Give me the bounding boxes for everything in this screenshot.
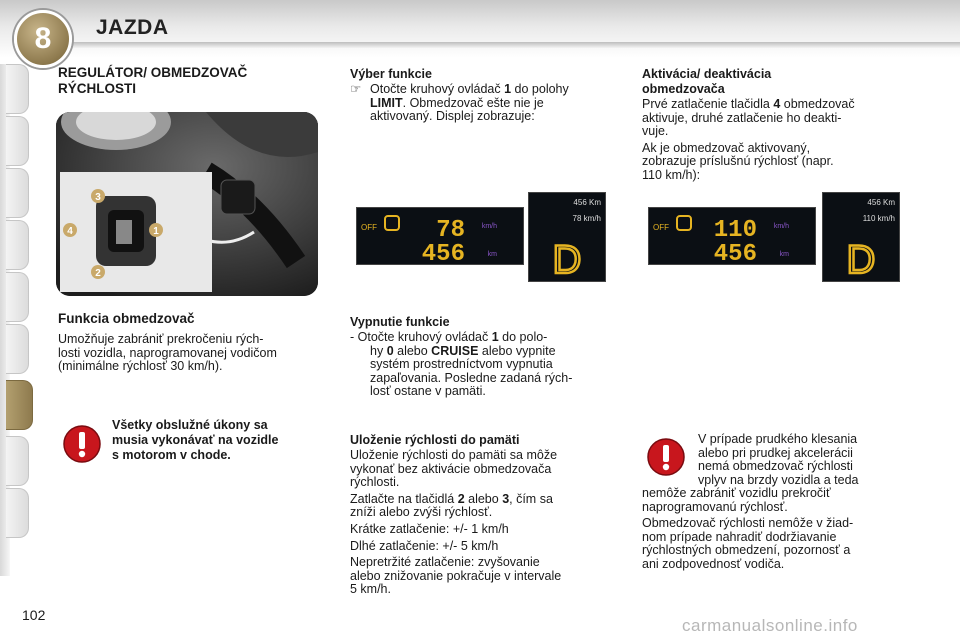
warning-brakes-text [698,433,904,487]
display-speed: 78 [436,217,465,244]
chapter-tab-active[interactable] [6,380,33,430]
text-run: obmedzovač [780,97,855,111]
text-line: V prípade prudkého klesania [698,432,858,446]
steering-stalk-photo [56,112,318,296]
text-line: (minimálne rýchlosť 30 km/h). [58,359,223,374]
display-unit-odometer: km [779,251,789,258]
display-odometer: 456 [421,241,465,264]
text-line: musia vykonávať na vozidle [112,433,279,447]
gear-indicator: D [846,238,876,281]
chapter-title: JAZDA [96,16,169,39]
text-line: vykonať bez aktivácie obmedzovača [350,461,552,476]
chapter-tab[interactable] [6,272,29,322]
section-title-line: REGULÁTOR/ OBMEDZOVAČ [58,65,248,80]
section-title-line: RÝCHLOSTI [58,81,137,96]
text-run: do polohy [511,82,569,96]
chapter-tabs [0,64,32,576]
text-line: alebo pri prudkej akcelerácii [698,445,853,460]
activation-heading [642,67,771,97]
text-run: 0 [386,343,394,358]
text-line: Uloženie rýchlosti do pamäti sa môže [350,448,558,462]
text-line: rýchlostných obmedzení, pozornosť a [642,543,851,558]
display-off: OFF [653,223,669,232]
stalk-label: 3 [95,192,101,203]
watermark: carmanualsonline.info [682,616,858,635]
activation-text [642,98,904,183]
chapter-tab[interactable] [6,220,29,270]
text-line: naprogramovanú rýchlosť. [642,499,788,514]
text-line: zapaľovania. Posledne zadaná rých- [370,370,573,385]
trip-speed: 110 km/h [862,214,895,223]
warning-text [112,418,320,463]
text-run: 4 [773,97,781,111]
text-line: Všetky obslužné úkony sa [112,418,268,432]
text-line: zobrazuje príslušnú rýchlosť (napr. [642,154,834,169]
text-run: , čím sa [509,491,553,506]
header-rule [60,42,960,48]
memory-text [350,449,612,597]
warning-continued-text [642,487,904,572]
text-line: Ak je obmedzovač aktivovaný, [642,140,811,155]
select-heading: Výber funkcie [350,67,432,81]
text-run: alebo [393,343,432,358]
text-line: Obmedzovač rýchlosti nemôže v žiad- [642,516,854,531]
text-line: nemôže zabrániť vozidlu prekročiť [642,486,831,500]
chapter-tab[interactable] [6,436,29,486]
stalk-label: 1 [153,226,159,237]
chapter-tab[interactable] [6,488,29,538]
chapter-tab[interactable] [6,324,29,374]
text-line: aktivuje, druhé zatlačenie ho deakti- [642,110,842,125]
text-run: Otočte kruhový ovládač [370,82,505,96]
text-run: Prvé zatlačenie tlačidla [642,97,774,111]
text-run: do polo- [498,330,548,344]
text-run: 3 [502,491,510,506]
trip-display [528,192,606,282]
stalk-label: 4 [67,226,73,237]
text-run: . Obmedzovač ešte nie je [402,95,544,110]
text-line: nom prípade nahradiť dodržiavanie [642,529,837,544]
instrument-display-active [648,207,816,265]
function-text [58,333,320,374]
warning-icon [62,424,102,464]
text-line: losti vozidla, naprogramovanej vodičom [58,345,277,360]
page-number: 102 [22,607,46,623]
display-speed: 110 [713,217,757,244]
text-run: Zatlačte na tlačidlá [350,491,458,506]
chapter-tab[interactable] [6,64,29,114]
bullet-icon: ☞ [350,82,362,96]
trip-km: 456 Km [867,198,895,207]
display-off: OFF [361,223,377,232]
text-line: losť ostane v pamäti. [370,384,486,399]
text-line: alebo znižovanie pokračuje v intervale [350,568,562,583]
warning-icon [646,437,686,477]
text-line: Aktivácia/ deaktivácia [642,67,772,81]
stalk-label: 2 [95,268,101,279]
text-line: obmedzovača [642,82,725,96]
text-run: 1 [491,330,499,344]
text-line: 110 km/h): [642,167,701,182]
text-line: Krátke zatlačenie: +/- 1 km/h [350,521,509,536]
chapter-number: 8 [34,22,52,55]
trip-display-active [822,192,900,282]
text-line: rýchlosti. [350,475,400,490]
text-line: systém prostredníctvom vypnutia [370,357,553,372]
text-line: zníži alebo zvýši rýchlosť. [350,505,493,520]
gear-indicator: D [552,238,582,281]
instrument-display [356,207,524,265]
text-run: alebo vypnite [478,343,556,358]
off-text [350,331,612,399]
text-line: vplyv na brzdy vozidla a teda [698,472,859,487]
text-line: Nepretržité zatlačenie: zvyšovanie [350,555,540,570]
memory-heading: Uloženie rýchlosti do pamäti [350,433,520,447]
text-run: alebo [464,491,503,506]
off-heading: Vypnutie funkcie [350,315,450,329]
display-unit-odometer: km [487,251,497,258]
text-line: ani zodpovednosť vodiča. [642,556,785,571]
text-run: 2 [457,491,465,506]
text-run: hy [370,343,387,358]
text-run: aktivovaný. Displej zobrazuje: [370,109,535,124]
select-text [350,83,612,124]
text-line: nemá obmedzovač rýchlosti [698,459,853,474]
text-run: CRUISE [431,343,479,358]
section-title [58,65,247,97]
text-line: Umožňuje zabrániť prekročeniu rých- [58,332,264,346]
chapter-badge [14,10,72,68]
trip-km: 456 Km [573,198,601,207]
display-unit-speed: km/h [481,223,497,230]
display-odometer: 456 [713,241,757,264]
stalk-illustration [56,112,318,296]
display-unit-speed: km/h [773,223,789,230]
chapter-tab[interactable] [6,116,29,166]
text-run: LIMIT [370,95,403,110]
text-run: 1 [504,82,512,96]
text-run: - Otočte kruhový ovládač [350,330,492,344]
text-line: s motorom v chode. [112,448,231,462]
text-line: Dlhé zatlačenie: +/- 5 km/h [350,538,499,553]
text-line: 5 km/h. [350,582,391,597]
chapter-tab[interactable] [6,168,29,218]
function-heading: Funkcia obmedzovač [58,311,195,326]
text-line: vuje. [642,124,669,139]
trip-speed: 78 km/h [572,214,601,223]
